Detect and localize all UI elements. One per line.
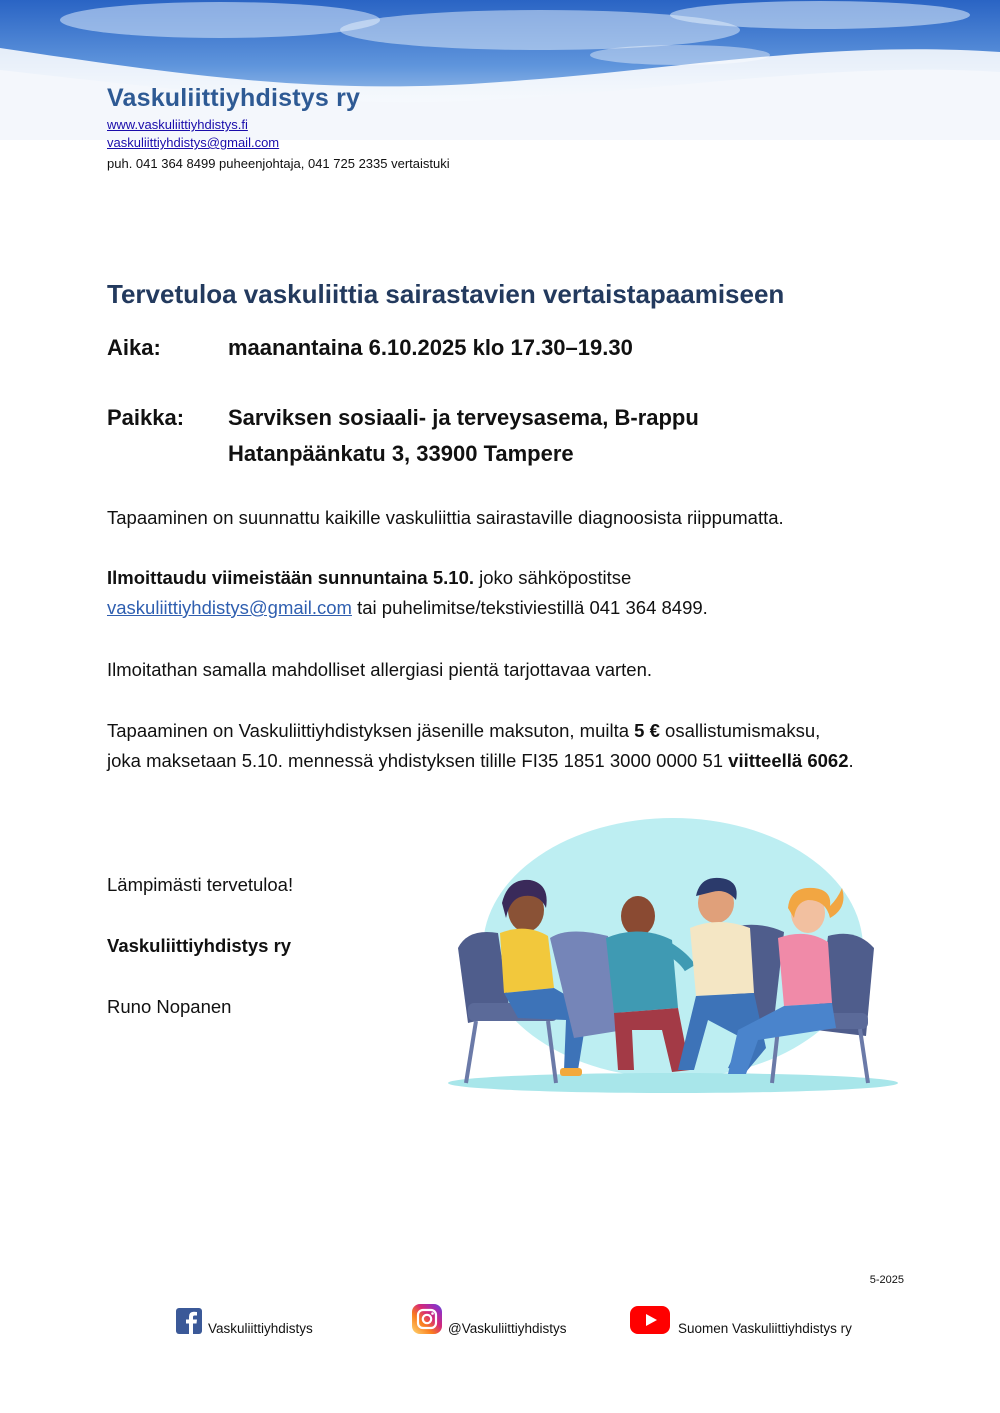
instagram-label[interactable]: @Vaskuliittiyhdistys <box>448 1321 567 1336</box>
peer-group-illustration <box>428 808 900 1120</box>
time-value: maanantaina 6.10.2025 klo 17.30–19.30 <box>228 335 633 360</box>
facebook-icon[interactable] <box>176 1308 202 1334</box>
audience-paragraph: Tapaaminen on suunnattu kaikille vaskuliittia sairastaville diagnoosista riippumatta. <box>107 507 784 528</box>
time-label: Aika: <box>107 335 161 360</box>
fee-end: . <box>848 750 854 771</box>
registration-email-link[interactable]: vaskuliittiyhdistys@gmail.com <box>107 597 352 618</box>
place-label: Paikka: <box>107 405 185 430</box>
allergy-paragraph: Ilmoitathan samalla mahdolliset allergiasi pientä tarjottavaa varten. <box>107 659 653 680</box>
fee-text-1: Tapaaminen on Vaskuliittiyhdistyksen jäsenille maksuton, muilta <box>107 720 635 741</box>
fee-text-3: joka maksetaan 5.10. mennessä yhdistyksen tilille FI35 1851 3000 0000 51 <box>107 750 729 771</box>
phone-numbers: puh. 041 364 8499 puheenjohtaja, 041 725 2335 vertaistuki <box>107 156 450 171</box>
registration-text-1: joko sähköpostitse <box>474 567 632 588</box>
place-address-line1: Sarviksen sosiaali- ja terveysasema, B-rappu <box>228 405 699 430</box>
fee-amount: 5 € <box>634 720 660 741</box>
closing-greeting: Lämpimästi tervetuloa! <box>107 874 294 895</box>
youtube-icon[interactable] <box>630 1306 670 1334</box>
youtube-label[interactable]: Suomen Vaskuliittiyhdistys ry <box>678 1321 852 1336</box>
fee-text-2: osallistumismaksu, <box>659 720 821 741</box>
registration-deadline: Ilmoittaudu viimeistään sunnuntaina 5.10. <box>107 567 474 588</box>
email-link[interactable]: vaskuliittiyhdistys@gmail.com <box>107 135 280 150</box>
closing-organization: Vaskuliittiyhdistys ry <box>107 935 292 956</box>
closing-signer: Runo Nopanen <box>107 996 232 1017</box>
payment-reference: viitteellä 6062 <box>728 750 849 771</box>
website-link[interactable]: www.vaskuliittiyhdistys.fi <box>107 117 248 132</box>
document-code: 5-2025 <box>869 1274 904 1286</box>
facebook-label[interactable]: Vaskuliittiyhdistys <box>208 1321 313 1336</box>
fee-paragraph <box>107 716 927 776</box>
instagram-icon[interactable] <box>412 1304 442 1334</box>
registration-text-2: tai puhelimitse/tekstiviestillä 041 364 8499. <box>351 597 708 618</box>
registration-paragraph <box>107 563 927 623</box>
place-address-line2: Hatanpäänkatu 3, 33900 Tampere <box>228 441 574 466</box>
organization-name: Vaskuliittiyhdistys ry <box>107 84 361 112</box>
event-title: Tervetuloa vaskuliittia sairastavien vertaistapaamiseen <box>107 279 785 309</box>
